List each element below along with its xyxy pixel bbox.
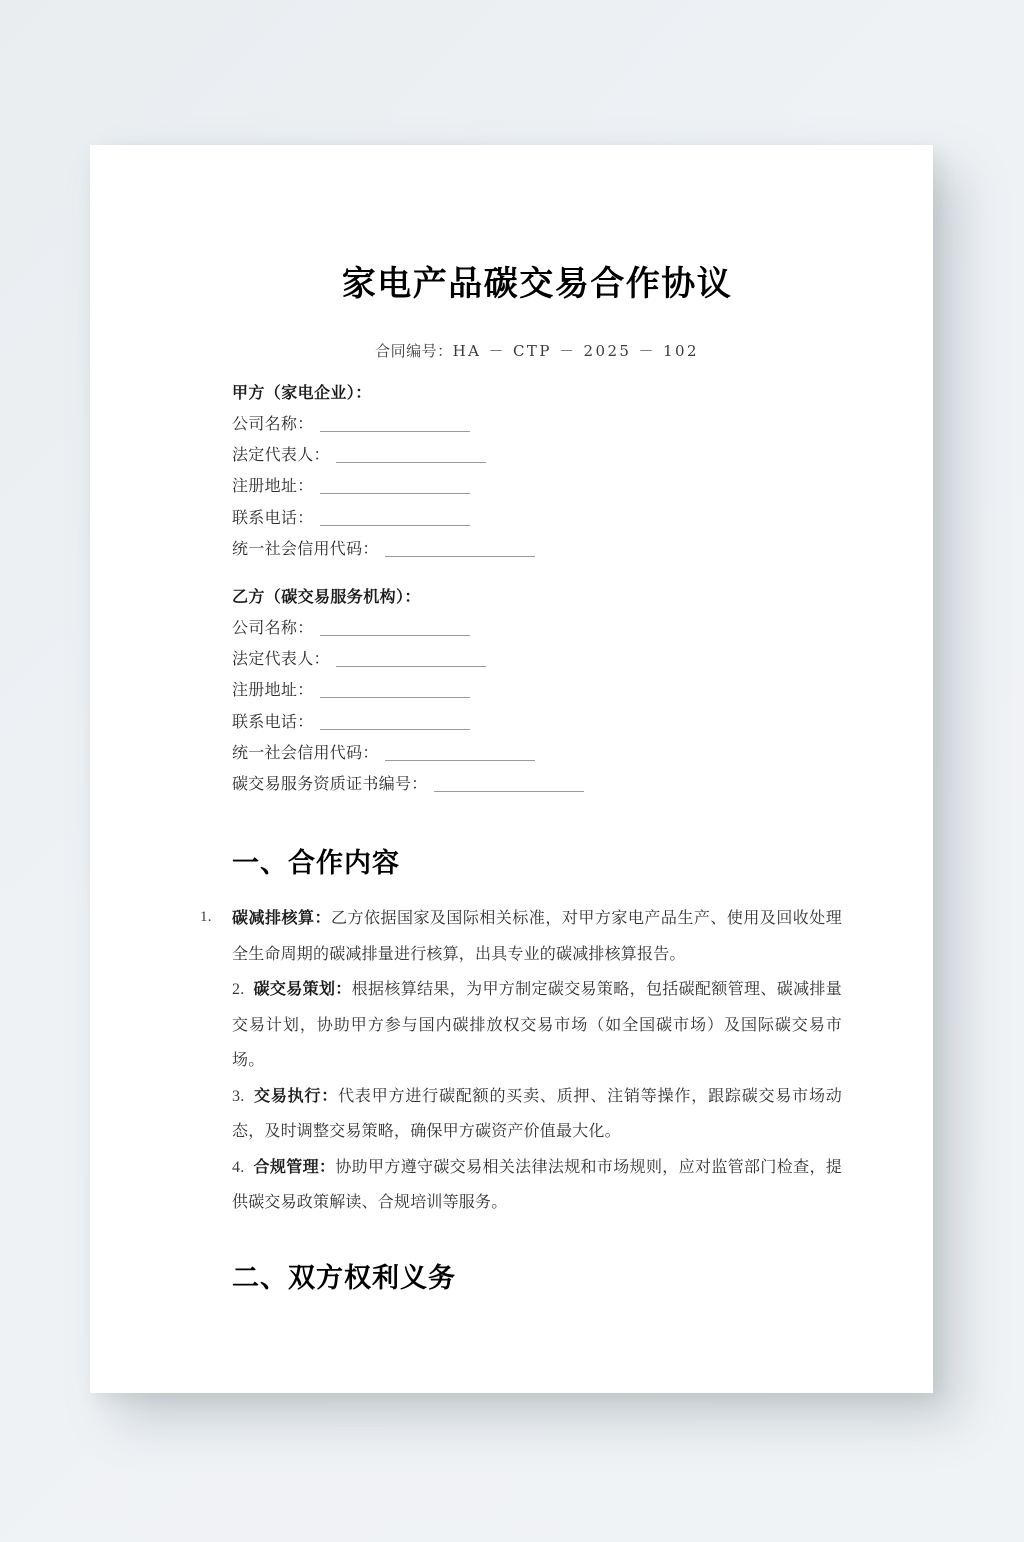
clause-body: 代表甲方进行碳配额的买卖、质押、注销等操作，跟踪碳交易市场动态，及时调整交易策略，确保甲方碳资产价值最大化。 [232, 1087, 842, 1141]
clause-item-4 [232, 1150, 842, 1221]
field-label: 统一社会信用代码： [232, 744, 379, 762]
clause-marker: 1. [200, 909, 212, 926]
clause-item-3 [232, 1079, 842, 1150]
clause-marker: 4. [232, 1158, 245, 1176]
clause-item-1 [200, 901, 842, 972]
field-label: 法定代表人： [232, 651, 330, 669]
clause-body: 协助甲方遵守碳交易相关法律法规和市场规则，应对监管部门检查，提供碳交易政策解读、合规培训等服务。 [232, 1158, 842, 1212]
party-b-field-legal-representative [232, 644, 842, 675]
fill-in-blank[interactable] [320, 717, 470, 730]
fill-in-blank[interactable] [320, 623, 470, 636]
clause-list [200, 901, 842, 1221]
field-label: 公司名称： [232, 620, 314, 638]
party-a-block [232, 378, 842, 565]
clause-item-2 [232, 972, 842, 1079]
clause-body: 乙方依据国家及国际相关标准，对甲方家电产品生产、使用及回收处理全生命周期的碳减排量进行核算，出具专业的碳减排核算报告。 [232, 910, 842, 963]
clause-body: 根据核算结果，为甲方制定碳交易策略，包括碳配额管理、碳减排量交易计划，协助甲方参与国内碳排放权交易市场（如全国碳市场）及国际碳交易市场。 [232, 981, 842, 1070]
field-label: 法定代表人： [232, 447, 330, 465]
party-a-field-phone [232, 503, 842, 534]
party-a-field-registered-address [232, 471, 842, 502]
field-label: 联系电话： [232, 509, 314, 527]
clause-marker: 3. [232, 1087, 245, 1105]
fill-in-blank[interactable] [320, 481, 470, 494]
field-label: 统一社会信用代码： [232, 540, 379, 558]
section-heading-rights-and-obligations: 二、双方权利义务 [232, 1262, 456, 1293]
field-label: 注册地址： [232, 682, 314, 700]
clause-lead: 合规管理： [253, 1158, 336, 1176]
fill-in-blank[interactable] [320, 419, 470, 432]
page-title: 家电产品碳交易合作协议 [341, 266, 733, 303]
field-label: 联系电话： [232, 713, 314, 731]
fill-in-blank[interactable] [320, 685, 470, 698]
contract-number-label: 合同编号： [375, 343, 453, 360]
contract-number-value: HA － CTP － 2025 － 102 [452, 341, 699, 360]
field-label: 注册地址： [232, 478, 314, 496]
party-b-field-credit-code [232, 738, 842, 769]
clause-marker: 2. [232, 981, 245, 999]
party-a-field-credit-code [232, 534, 842, 565]
party-b-field-qualification-certificate-no [232, 769, 842, 800]
fill-in-blank[interactable] [385, 748, 535, 761]
clause-lead: 碳减排核算： [232, 910, 331, 928]
fill-in-blank[interactable] [320, 513, 470, 526]
contract-number [232, 340, 842, 361]
document-content-area [200, 145, 842, 1393]
party-b-field-phone [232, 707, 842, 738]
party-b-heading: 乙方（碳交易服务机构）： [232, 588, 421, 606]
document-page [90, 145, 933, 1393]
party-a-heading: 甲方（家电企业）： [232, 384, 372, 402]
fill-in-blank[interactable] [385, 544, 535, 557]
fill-in-blank[interactable] [336, 450, 486, 463]
field-label: 碳交易服务资质证书编号： [232, 776, 428, 794]
section-heading-cooperation-content: 一、合作内容 [232, 848, 400, 879]
party-a-field-company-name [232, 409, 842, 440]
fill-in-blank[interactable] [336, 654, 486, 667]
field-label: 公司名称： [232, 415, 314, 433]
party-b-block [232, 582, 842, 800]
clause-lead: 碳交易策划： [253, 981, 352, 999]
party-a-field-legal-representative [232, 440, 842, 471]
party-b-field-company-name [232, 613, 842, 644]
party-b-field-registered-address [232, 675, 842, 706]
clause-lead: 交易执行： [253, 1087, 339, 1105]
fill-in-blank[interactable] [434, 779, 584, 792]
